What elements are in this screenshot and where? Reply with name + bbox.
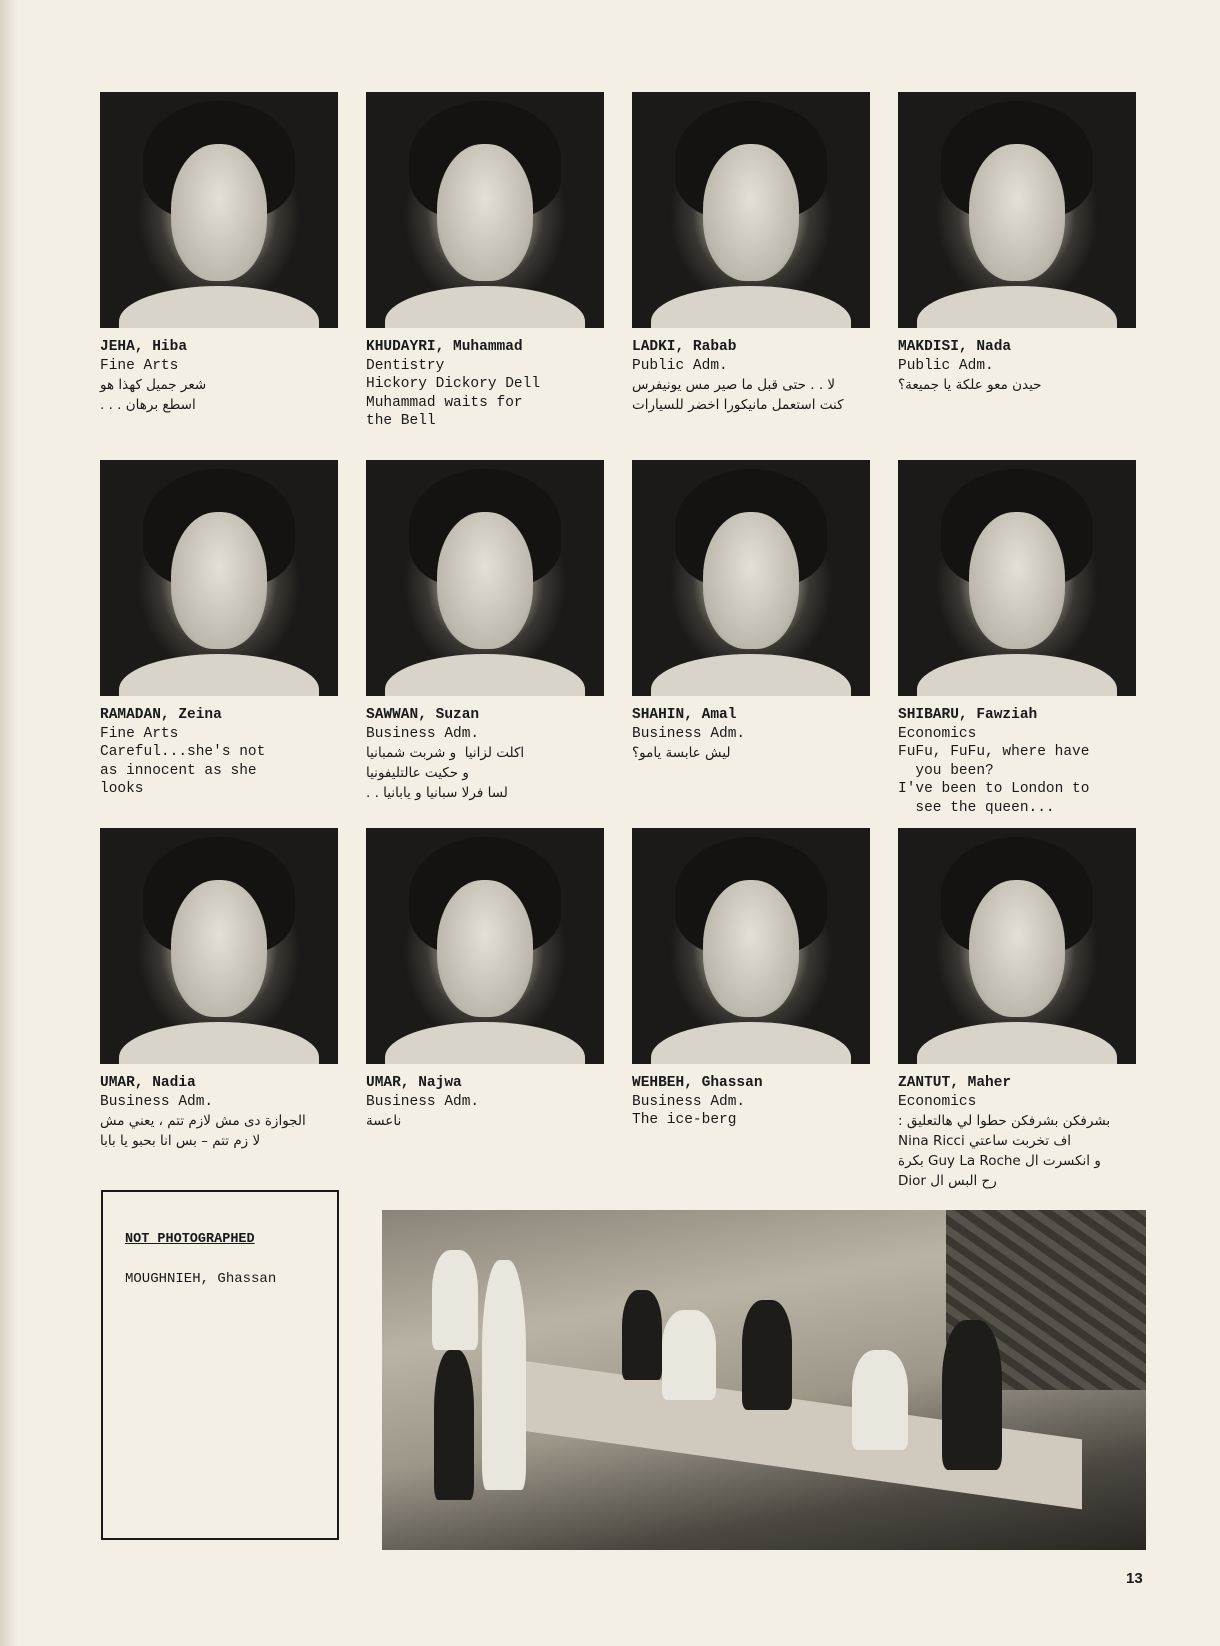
student-card <box>898 460 1136 816</box>
student-card <box>632 92 870 440</box>
student-card <box>632 828 870 1176</box>
student-card <box>100 828 338 1176</box>
student-note-line: The ice-berg <box>632 1112 737 1128</box>
student-caption <box>366 338 604 431</box>
student-portrait-photo <box>632 92 870 328</box>
not-photographed-heading: NOT PHOTOGRAPHED <box>125 1232 255 1247</box>
portrait-face <box>437 512 532 649</box>
portrait-shoulders <box>917 1022 1117 1064</box>
group-photo <box>382 1210 1146 1550</box>
student-portrait-photo <box>632 828 870 1064</box>
student-portrait-photo <box>898 460 1136 696</box>
student-portrait-photo <box>366 92 604 328</box>
portrait-shoulders <box>119 1022 319 1064</box>
portrait-shoulders <box>385 1022 585 1064</box>
student-note-line: Muhammad waits for <box>366 394 523 411</box>
student-field: Fine Arts <box>100 725 179 742</box>
student-arabic-line: حيدن معو علكة يا جميعة؟ <box>898 377 1042 393</box>
seated-student-figure <box>942 1320 1002 1470</box>
student-card <box>100 92 338 440</box>
portrait-shoulders <box>917 654 1117 696</box>
portrait-face <box>703 144 798 281</box>
student-portrait-photo <box>366 828 604 1064</box>
portrait-face <box>171 880 266 1017</box>
portrait-face <box>171 144 266 281</box>
student-card <box>898 828 1136 1189</box>
standing-student-figure <box>482 1260 526 1490</box>
portrait-face <box>437 880 532 1017</box>
student-note-line: see the queen... <box>898 799 1055 816</box>
student-arabic-line: لا . . حتى قبل ما صير مس يونيفرس <box>632 377 836 393</box>
student-caption <box>632 706 870 763</box>
student-arabic-line: و حكيت عالتليفونيا <box>366 765 469 781</box>
student-arabic-line: لا زم تتم – بس انا بحبو يا بابا <box>100 1133 261 1149</box>
student-name: JEHA, Hiba <box>100 339 188 355</box>
student-name: LADKI, Rabab <box>632 339 737 355</box>
student-name: SHIBARU, Fawziah <box>898 707 1038 723</box>
student-portrait-photo <box>898 92 1136 328</box>
standing-student-figure <box>432 1250 478 1350</box>
student-field: Public Adm. <box>898 357 994 374</box>
portrait-shoulders <box>651 654 851 696</box>
student-card <box>366 460 604 808</box>
student-field: Economics <box>898 725 977 742</box>
seated-student-figure <box>622 1290 662 1380</box>
student-field: Fine Arts <box>100 357 179 374</box>
portrait-shoulders <box>119 286 319 328</box>
student-note-line: as innocent as she <box>100 762 257 779</box>
student-caption <box>366 706 604 803</box>
student-name: SAWWAN, Suzan <box>366 707 480 723</box>
student-note-line: looks <box>100 781 144 797</box>
student-note-line: Hickory Dickory Dell <box>366 376 541 392</box>
portrait-face <box>703 880 798 1017</box>
student-arabic-line: اكلت لزانيا و شربت شمبانيا <box>366 745 525 761</box>
seated-student-figure <box>662 1310 716 1400</box>
student-caption <box>632 1074 870 1130</box>
student-card <box>632 460 870 808</box>
portrait-shoulders <box>385 286 585 328</box>
student-portrait-photo <box>632 460 870 696</box>
student-card <box>366 92 604 440</box>
page-binding-edge <box>0 0 18 1646</box>
student-name: ZANTUT, Maher <box>898 1075 1012 1091</box>
student-name: UMAR, Nadia <box>100 1075 196 1091</box>
student-caption <box>100 338 338 415</box>
student-field: Business Adm. <box>366 1093 480 1110</box>
not-photographed-name: MOUGHNIEH, Ghassan <box>125 1271 277 1287</box>
student-arabic-line: ناعسة <box>366 1113 402 1129</box>
seated-student-figure <box>852 1350 908 1450</box>
student-note-line: FuFu, FuFu, where have <box>898 744 1090 760</box>
student-portrait-photo <box>100 828 338 1064</box>
student-arabic-line: بشرفكن بشرفكن حطوا لي هالتعليق : <box>898 1113 1111 1129</box>
student-arabic-line: اف تخربت ساعتي Nina Ricci <box>898 1133 1072 1149</box>
portrait-shoulders <box>917 286 1117 328</box>
student-name: WEHBEH, Ghassan <box>632 1075 763 1091</box>
student-note-line: you been? <box>898 762 994 779</box>
student-portrait-photo <box>898 828 1136 1064</box>
student-arabic-line: رح البس ال Dior <box>898 1173 997 1189</box>
student-arabic-line: اسطع برهان . . . <box>100 397 196 413</box>
seated-student-figure <box>742 1300 792 1410</box>
student-field: Business Adm. <box>632 725 746 742</box>
student-field: Economics <box>898 1093 977 1110</box>
student-name: RAMADAN, Zeina <box>100 707 222 723</box>
portrait-face <box>969 144 1064 281</box>
student-arabic-line: لسا فرلا سبانيا و يابانيا . . <box>366 785 508 801</box>
student-field: Business Adm. <box>100 1093 214 1110</box>
student-caption <box>100 706 338 799</box>
portrait-shoulders <box>385 654 585 696</box>
portrait-shoulders <box>651 286 851 328</box>
portrait-shoulders <box>119 654 319 696</box>
portrait-shoulders <box>651 1022 851 1064</box>
portrait-face <box>171 512 266 649</box>
student-note-line: the Bell <box>366 413 436 429</box>
student-arabic-line: الجوازة دى مش لازم تتم ، يعني مش <box>100 1113 306 1129</box>
page-number: 13 <box>1126 1570 1143 1587</box>
student-field: Public Adm. <box>632 357 728 374</box>
portrait-face <box>969 880 1064 1017</box>
student-name: UMAR, Najwa <box>366 1075 462 1091</box>
student-arabic-line: شعر جميل كهذا هو <box>100 377 207 393</box>
student-portrait-grid <box>100 92 1150 1189</box>
portrait-face <box>437 144 532 281</box>
student-field: Business Adm. <box>632 1093 746 1110</box>
portrait-face <box>703 512 798 649</box>
student-name: SHAHIN, Amal <box>632 707 737 723</box>
student-name: MAKDISI, Nada <box>898 339 1012 355</box>
student-field: Business Adm. <box>366 725 480 742</box>
student-name: KHUDAYRI, Muhammad <box>366 339 523 355</box>
student-note-line: I've been to London to <box>898 781 1090 797</box>
student-note-line: Careful...she's not <box>100 744 266 760</box>
not-photographed-box <box>101 1190 339 1540</box>
student-caption <box>898 338 1136 395</box>
student-caption <box>898 706 1136 817</box>
student-caption <box>898 1074 1136 1191</box>
student-card <box>100 460 338 808</box>
portrait-face <box>969 512 1064 649</box>
student-portrait-photo <box>100 92 338 328</box>
student-portrait-photo <box>366 460 604 696</box>
student-arabic-line: ليش عابسة يامو؟ <box>632 745 731 761</box>
student-card <box>366 828 604 1176</box>
student-card <box>898 92 1136 440</box>
student-arabic-line: كنت استعمل مانيكورا اخضر للسيارات <box>632 397 844 413</box>
student-field: Dentistry <box>366 357 445 374</box>
student-caption <box>632 338 870 415</box>
student-portrait-photo <box>100 460 338 696</box>
student-arabic-line: و انكسرت ال Guy La Roche بكرة <box>898 1153 1101 1169</box>
student-caption <box>366 1074 604 1131</box>
standing-student-legs <box>434 1350 474 1500</box>
student-caption <box>100 1074 338 1151</box>
